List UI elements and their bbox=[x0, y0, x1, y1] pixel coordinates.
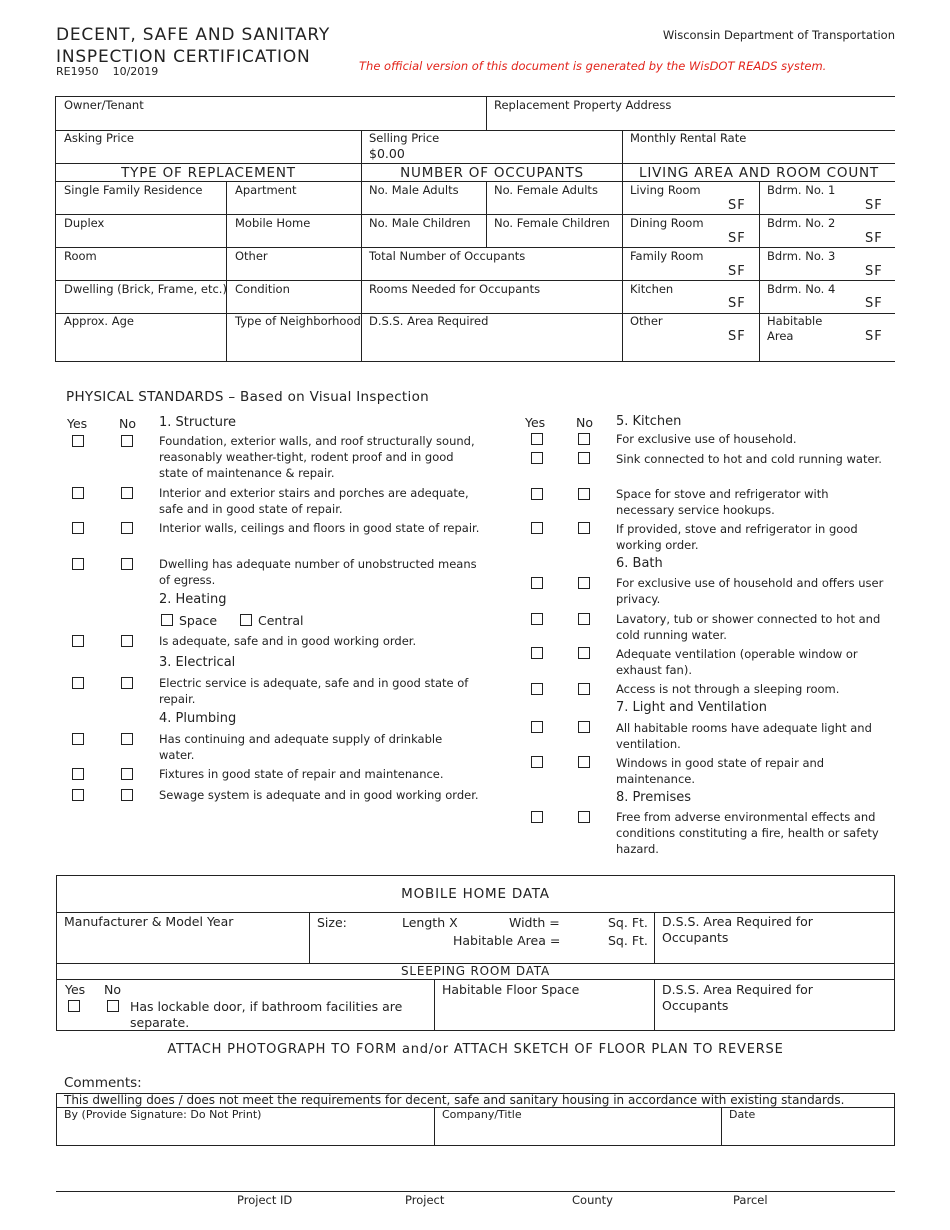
room-field[interactable]: Room bbox=[64, 249, 97, 263]
plumbing-water-yes[interactable] bbox=[72, 733, 84, 745]
other-room-sf: SF bbox=[728, 329, 746, 344]
official-notice: The official version of this document is generated by the WisDOT READS system. bbox=[359, 59, 827, 73]
heating-space-label: Space bbox=[179, 613, 218, 628]
structure-egress-no[interactable] bbox=[121, 558, 133, 570]
sqft-label-2: Sq. Ft. bbox=[608, 933, 648, 948]
female-children-field[interactable]: No. Female Children bbox=[494, 216, 610, 230]
plumbing-fixtures-yes[interactable] bbox=[72, 768, 84, 780]
light-rooms-text: All habitable rooms have adequate light and ventilation. bbox=[616, 721, 872, 751]
lockable-door-no[interactable] bbox=[107, 1000, 119, 1012]
kitchen-stove-space-text: Space for stove and refrigerator with necessary service hookups. bbox=[616, 487, 829, 517]
bath-exclusive-text: For exclusive use of household and offers user privacy. bbox=[616, 576, 884, 606]
heating-adequate-text: Is adequate, safe and in good working order. bbox=[159, 634, 417, 648]
right-yes-header: Yes bbox=[525, 415, 546, 430]
structure-stairs-yes[interactable] bbox=[72, 487, 84, 499]
kitchen-stove-space-yes[interactable] bbox=[531, 488, 543, 500]
plumbing-water-text: Has continuing and adequate supply of drinkable water. bbox=[159, 732, 443, 762]
mobile-home-field[interactable]: Mobile Home bbox=[235, 216, 311, 230]
selling-price-field[interactable]: Selling Price bbox=[369, 131, 440, 145]
parcel-label: Parcel bbox=[733, 1193, 768, 1207]
bath-access-yes[interactable] bbox=[531, 683, 543, 695]
monthly-rental-field[interactable]: Monthly Rental Rate bbox=[630, 131, 747, 145]
light-windows-yes[interactable] bbox=[531, 756, 543, 768]
dining-room-field[interactable]: Dining Room bbox=[630, 216, 704, 230]
owner-tenant-field[interactable]: Owner/Tenant bbox=[64, 98, 144, 112]
attach-instruction: ATTACH PHOTOGRAPH TO FORM and/or ATTACH SKETCH OF FLOOR PLAN TO REVERSE bbox=[167, 1042, 784, 1057]
light-windows-text: Windows in good state of repair and maintenance. bbox=[616, 756, 825, 786]
sleeping-no-header: No bbox=[104, 982, 121, 997]
kitchen-stove-space-no[interactable] bbox=[578, 488, 590, 500]
duplex-field[interactable]: Duplex bbox=[64, 216, 105, 230]
project-label: Project bbox=[405, 1193, 445, 1207]
date-field[interactable]: Date bbox=[729, 1108, 756, 1121]
left-no-header: No bbox=[119, 416, 136, 431]
asking-price-field[interactable]: Asking Price bbox=[64, 131, 135, 145]
plumbing-fixtures-no[interactable] bbox=[121, 768, 133, 780]
kitchen-exclusive-yes[interactable] bbox=[531, 433, 543, 445]
plumbing-water-no[interactable] bbox=[121, 733, 133, 745]
plumbing-sewage-yes[interactable] bbox=[72, 789, 84, 801]
length-label[interactable]: Length X bbox=[402, 915, 458, 930]
certification-statement[interactable]: This dwelling does / does not meet the requirements for decent, safe and sanitary housing in accordance with existing standards. bbox=[64, 1093, 845, 1107]
single-family-field[interactable]: Single Family Residence bbox=[64, 183, 203, 197]
plumbing-sewage-no[interactable] bbox=[121, 789, 133, 801]
replacement-address-field[interactable]: Replacement Property Address bbox=[494, 98, 672, 112]
kitchen-exclusive-text: For exclusive use of household. bbox=[616, 432, 797, 446]
bedroom-1-sf: SF bbox=[865, 198, 883, 213]
habitable-floor-field[interactable]: Habitable Floor Space bbox=[442, 982, 580, 997]
other-field[interactable]: Other bbox=[235, 249, 268, 263]
kitchen-sf: SF bbox=[728, 296, 746, 311]
county-label: County bbox=[572, 1193, 613, 1207]
heating-adequate-no[interactable] bbox=[121, 635, 133, 647]
premises-adverse-yes[interactable] bbox=[531, 811, 543, 823]
sleeping-dss-field[interactable]: D.S.S. Area Required for Occupants bbox=[662, 982, 813, 1013]
dss-area-field[interactable]: D.S.S. Area Required bbox=[369, 314, 489, 328]
bedroom-2-sf: SF bbox=[865, 231, 883, 246]
kitchen-field[interactable]: Kitchen bbox=[630, 282, 674, 296]
section-structure: 1. Structure bbox=[159, 415, 237, 430]
structure-walls-yes[interactable] bbox=[72, 522, 84, 534]
kitchen-sink-text: Sink connected to hot and cold running water. bbox=[616, 452, 882, 466]
left-yes-header: Yes bbox=[67, 416, 88, 431]
manufacturer-field[interactable]: Manufacturer & Model Year bbox=[64, 914, 234, 929]
male-adults-field[interactable]: No. Male Adults bbox=[369, 183, 459, 197]
kitchen-sink-yes[interactable] bbox=[531, 452, 543, 464]
bath-exclusive-yes[interactable] bbox=[531, 577, 543, 589]
heating-central-label: Central bbox=[258, 613, 304, 628]
bath-access-no[interactable] bbox=[578, 683, 590, 695]
living-room-field[interactable]: Living Room bbox=[630, 183, 701, 197]
total-occupants-field[interactable]: Total Number of Occupants bbox=[369, 249, 526, 263]
sqft-label: Sq. Ft. bbox=[608, 915, 648, 930]
light-windows-no[interactable] bbox=[578, 756, 590, 768]
living-area-heading: LIVING AREA AND ROOM COUNT bbox=[639, 165, 879, 181]
structure-walls-text: Interior walls, ceilings and floors in good state of repair. bbox=[159, 521, 480, 535]
structure-foundation-yes[interactable] bbox=[72, 435, 84, 447]
living-room-sf: SF bbox=[728, 198, 746, 213]
habitable-area-sf: SF bbox=[865, 329, 883, 344]
section-electrical: 3. Electrical bbox=[159, 655, 236, 670]
bath-ventilation-text: Adequate ventilation (operable window or exhaust fan). bbox=[616, 647, 858, 677]
heating-adequate-yes[interactable] bbox=[72, 635, 84, 647]
bedroom-4-field[interactable]: Bdrm. No. 4 bbox=[767, 282, 836, 296]
bath-exclusive-no[interactable] bbox=[578, 577, 590, 589]
bath-ventilation-no[interactable] bbox=[578, 647, 590, 659]
structure-egress-yes[interactable] bbox=[72, 558, 84, 570]
structure-foundation-no[interactable] bbox=[121, 435, 133, 447]
kitchen-stove-working-text: If provided, stove and refrigerator in good working order. bbox=[616, 522, 858, 552]
mobile-dss-field[interactable]: D.S.S. Area Required for Occupants bbox=[662, 914, 813, 945]
size-label: Size: bbox=[317, 915, 347, 930]
premises-adverse-no[interactable] bbox=[578, 811, 590, 823]
section-plumbing: 4. Plumbing bbox=[159, 711, 237, 726]
type-of-replacement-heading: TYPE OF REPLACEMENT bbox=[121, 165, 296, 181]
apartment-field[interactable]: Apartment bbox=[235, 183, 297, 197]
male-children-field[interactable]: No. Male Children bbox=[369, 216, 471, 230]
plumbing-fixtures-text: Fixtures in good state of repair and maintenance. bbox=[159, 767, 444, 781]
kitchen-stove-working-no[interactable] bbox=[578, 522, 590, 534]
agency-name: Wisconsin Department of Transportation bbox=[662, 28, 895, 42]
sleeping-yes-header: Yes bbox=[65, 982, 86, 997]
bedroom-3-sf: SF bbox=[865, 264, 883, 279]
project-id-label: Project ID bbox=[237, 1193, 293, 1207]
habitable-area-field[interactable] bbox=[767, 314, 822, 344]
physical-standards-heading: PHYSICAL STANDARDS – Based on Visual Inspection bbox=[66, 389, 429, 405]
kitchen-stove-working-yes[interactable] bbox=[531, 522, 543, 534]
structure-stairs-no[interactable] bbox=[121, 487, 133, 499]
electrical-service-text: Electric service is adequate, safe and in good state of repair. bbox=[159, 676, 469, 706]
bath-lavatory-text: Lavatory, tub or shower connected to hot and cold running water. bbox=[616, 612, 881, 642]
sleeping-room-heading: SLEEPING ROOM DATA bbox=[400, 964, 551, 978]
structure-egress-text: Dwelling has adequate number of unobstructed means of egress. bbox=[159, 557, 477, 587]
structure-walls-no[interactable] bbox=[121, 522, 133, 534]
habitable-area-label[interactable]: Habitable Area = bbox=[453, 933, 561, 948]
right-no-header: No bbox=[576, 415, 593, 430]
plumbing-sewage-text: Sewage system is adequate and in good working order. bbox=[159, 788, 479, 802]
section-premises: 8. Premises bbox=[616, 790, 692, 805]
bath-access-text: Access is not through a sleeping room. bbox=[616, 682, 840, 696]
heating-central-checkbox[interactable] bbox=[240, 614, 252, 626]
section-light-ventilation: 7. Light and Ventilation bbox=[616, 700, 768, 715]
signature-field[interactable]: By (Provide Signature: Do Not Print) bbox=[64, 1108, 262, 1121]
bedroom-1-field[interactable]: Bdrm. No. 1 bbox=[767, 183, 836, 197]
bath-lavatory-no[interactable] bbox=[578, 613, 590, 625]
mobile-home-heading: MOBILE HOME DATA bbox=[401, 886, 550, 902]
bedroom-4-sf: SF bbox=[865, 296, 883, 311]
light-rooms-no[interactable] bbox=[578, 721, 590, 733]
dining-room-sf: SF bbox=[728, 231, 746, 246]
light-rooms-yes[interactable] bbox=[531, 721, 543, 733]
approx-age-field[interactable]: Approx. Age bbox=[64, 314, 134, 328]
electrical-service-no[interactable] bbox=[121, 677, 133, 689]
form-number-date: 10/2019 bbox=[112, 65, 159, 78]
bedroom-2-field[interactable]: Bdrm. No. 2 bbox=[767, 216, 836, 230]
structure-foundation-text: Foundation, exterior walls, and roof structurally sound, reasonably weather-tight, rodent proof and in good state of maintenance & repair. bbox=[159, 434, 475, 480]
heating-space-checkbox[interactable] bbox=[161, 614, 173, 626]
section-bath: 6. Bath bbox=[616, 556, 663, 571]
comments-label: Comments: bbox=[64, 1075, 142, 1091]
form-title-line2: INSPECTION CERTIFICATION bbox=[56, 47, 311, 67]
kitchen-exclusive-no[interactable] bbox=[578, 433, 590, 445]
selling-price-value: $0.00 bbox=[369, 146, 405, 161]
footer-divider bbox=[56, 1191, 895, 1192]
form-title bbox=[56, 24, 330, 68]
kitchen-sink-no[interactable] bbox=[578, 452, 590, 464]
bath-lavatory-yes[interactable] bbox=[531, 613, 543, 625]
width-label[interactable]: Width = bbox=[509, 915, 560, 930]
bath-ventilation-yes[interactable] bbox=[531, 647, 543, 659]
section-kitchen: 5. Kitchen bbox=[616, 414, 682, 429]
section-heating: 2. Heating bbox=[159, 592, 227, 607]
form-title-line1: DECENT, SAFE AND SANITARY bbox=[56, 25, 331, 45]
electrical-service-yes[interactable] bbox=[72, 677, 84, 689]
lockable-door-text: Has lockable door, if bathroom facilities are separate. bbox=[130, 999, 403, 1030]
structure-stairs-text: Interior and exterior stairs and porches are adequate, safe and in good state of repair. bbox=[159, 486, 469, 516]
lockable-door-yes[interactable] bbox=[68, 1000, 80, 1012]
female-adults-field[interactable]: No. Female Adults bbox=[494, 183, 598, 197]
family-room-field[interactable]: Family Room bbox=[630, 249, 704, 263]
form-number bbox=[56, 65, 158, 78]
neighborhood-field[interactable]: Type of Neighborhood bbox=[235, 314, 361, 328]
area-label: Area bbox=[767, 329, 794, 343]
form-number-code: RE1950 bbox=[56, 65, 99, 78]
other-room-field[interactable]: Other bbox=[630, 314, 663, 328]
number-of-occupants-heading: NUMBER OF OCCUPANTS bbox=[400, 165, 584, 181]
habitable-label: Habitable bbox=[767, 314, 823, 328]
premises-adverse-text: Free from adverse environmental effects and conditions constituting a fire, health or safety hazard. bbox=[616, 810, 879, 856]
dwelling-field[interactable]: Dwelling (Brick, Frame, etc.) bbox=[64, 282, 227, 296]
bedroom-3-field[interactable]: Bdrm. No. 3 bbox=[767, 249, 836, 263]
family-room-sf: SF bbox=[728, 264, 746, 279]
rooms-needed-field[interactable]: Rooms Needed for Occupants bbox=[369, 282, 541, 296]
company-title-field[interactable]: Company/Title bbox=[442, 1108, 522, 1121]
condition-field[interactable]: Condition bbox=[235, 282, 290, 296]
